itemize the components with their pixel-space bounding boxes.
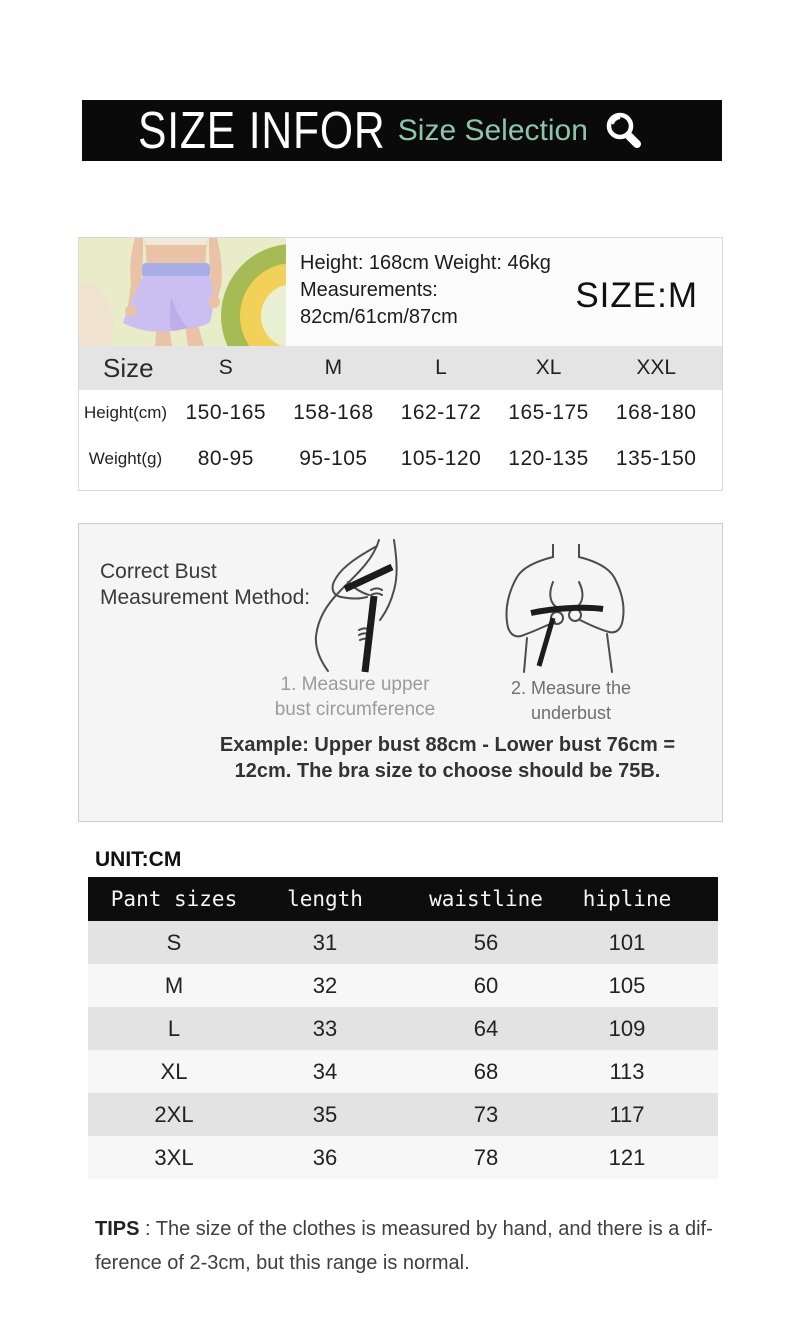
table-cell: 101	[608, 929, 646, 955]
table-cell: 60	[473, 972, 499, 998]
table-row	[88, 921, 718, 964]
step1-line2: bust circumference	[274, 699, 436, 720]
pant-header-cell: waistline	[429, 887, 543, 911]
table-cell: 3XL	[154, 1144, 194, 1170]
unit-label: UNIT:CM	[95, 848, 182, 871]
size-table-header-cell: L	[435, 356, 447, 379]
table-cell: 105-120	[400, 447, 482, 470]
size-table-row-weight	[79, 436, 722, 482]
bust-measure-figure-front	[487, 544, 647, 679]
table-cell: 2XL	[154, 1101, 194, 1127]
model-measurements-values: 82cm/61cm/87cm	[300, 306, 458, 328]
table-cell: 121	[608, 1144, 646, 1170]
tips-note	[95, 1212, 715, 1280]
tips-text-line1: : The size of the clothes is measured by hand, and there is a dif-	[139, 1218, 713, 1240]
bust-title-line2: Measurement Method:	[100, 586, 311, 609]
pant-header-cell: Pant sizes	[110, 887, 238, 911]
table-cell: 135-150	[615, 447, 697, 470]
table-cell: 113	[609, 1058, 645, 1084]
model-measurements	[286, 238, 551, 346]
bust-step2-caption	[481, 676, 661, 726]
table-cell: 56	[473, 929, 499, 955]
model-photo	[79, 238, 286, 346]
table-cell: 64	[473, 1015, 499, 1041]
size-reference-card	[78, 237, 723, 491]
table-row	[88, 1136, 718, 1179]
bust-method-title	[100, 559, 310, 611]
tips-text-line2: ference of 2-3cm, but this range is normal.	[95, 1252, 470, 1274]
row-label: Height(cm)	[83, 403, 168, 422]
model-size-badge: SIZE:M	[575, 276, 698, 315]
table-cell: 165-175	[508, 401, 589, 424]
table-cell: 32	[312, 972, 338, 998]
pant-table-header	[88, 877, 718, 921]
table-cell: 158-168	[293, 401, 374, 424]
table-cell: 109	[608, 1015, 646, 1041]
pant-size-table	[88, 877, 718, 1179]
size-table-header	[79, 346, 722, 390]
table-cell: 95-105	[299, 447, 368, 470]
bust-measurement-card	[78, 523, 723, 822]
example-line1: Example: Upper bust 88cm - Lower bust 76cm =	[219, 734, 676, 756]
model-summary	[79, 238, 722, 346]
example-line2: 12cm. The bra size to choose should be 75B.	[234, 760, 661, 782]
size-table-header-cell: S	[218, 356, 233, 379]
table-cell: 162-172	[400, 401, 482, 424]
table-cell: L	[167, 1015, 181, 1041]
size-table-header-cell: Size	[103, 352, 154, 383]
table-row	[88, 1093, 718, 1136]
table-row	[88, 1007, 718, 1050]
bust-measure-figure-side	[293, 538, 425, 679]
size-table-header-cell: XL	[535, 356, 562, 379]
table-cell: S	[166, 929, 182, 955]
table-cell: M	[164, 972, 184, 998]
table-cell: 33	[312, 1015, 338, 1041]
page-title: SIZE INFOR	[138, 101, 386, 160]
page-subtitle: Size Selection	[397, 113, 588, 147]
bust-title-line1: Correct Bust	[100, 560, 217, 583]
header-bar	[82, 100, 722, 161]
table-cell: 34	[312, 1058, 338, 1084]
pant-header-cell: length	[287, 887, 363, 911]
bust-example-text	[179, 732, 716, 784]
table-cell: 120-135	[508, 447, 589, 470]
row-label: Weight(g)	[88, 449, 163, 468]
size-table-row-height	[79, 390, 722, 436]
size-table-header-cell: XXL	[636, 356, 677, 379]
bust-step1-caption	[255, 672, 455, 722]
pant-header-cell: hipline	[582, 887, 672, 911]
tips-label: TIPS	[95, 1218, 140, 1240]
table-cell: 150-165	[185, 401, 267, 424]
table-cell: 68	[473, 1058, 499, 1084]
model-height-weight: Height: 168cm Weight: 46kg	[300, 252, 551, 274]
step2-line2: underbust	[530, 703, 612, 723]
table-row	[88, 964, 718, 1007]
model-measurements-label: Measurements:	[300, 279, 438, 301]
table-cell: 31	[312, 929, 338, 955]
magnifier-icon	[602, 109, 646, 153]
table-row	[88, 1050, 718, 1093]
table-cell: 105	[608, 972, 646, 998]
table-cell: 78	[473, 1144, 499, 1170]
step2-line1: 2. Measure the	[510, 678, 632, 698]
table-cell: 80-95	[197, 447, 254, 470]
table-cell: XL	[160, 1058, 188, 1084]
step1-line1: 1. Measure upper	[280, 674, 430, 695]
table-cell: 35	[312, 1101, 338, 1127]
table-cell: 117	[609, 1101, 645, 1127]
table-cell: 73	[473, 1101, 499, 1127]
table-cell: 36	[312, 1144, 338, 1170]
size-table-header-cell: M	[324, 356, 343, 379]
table-cell: 168-180	[615, 401, 697, 424]
